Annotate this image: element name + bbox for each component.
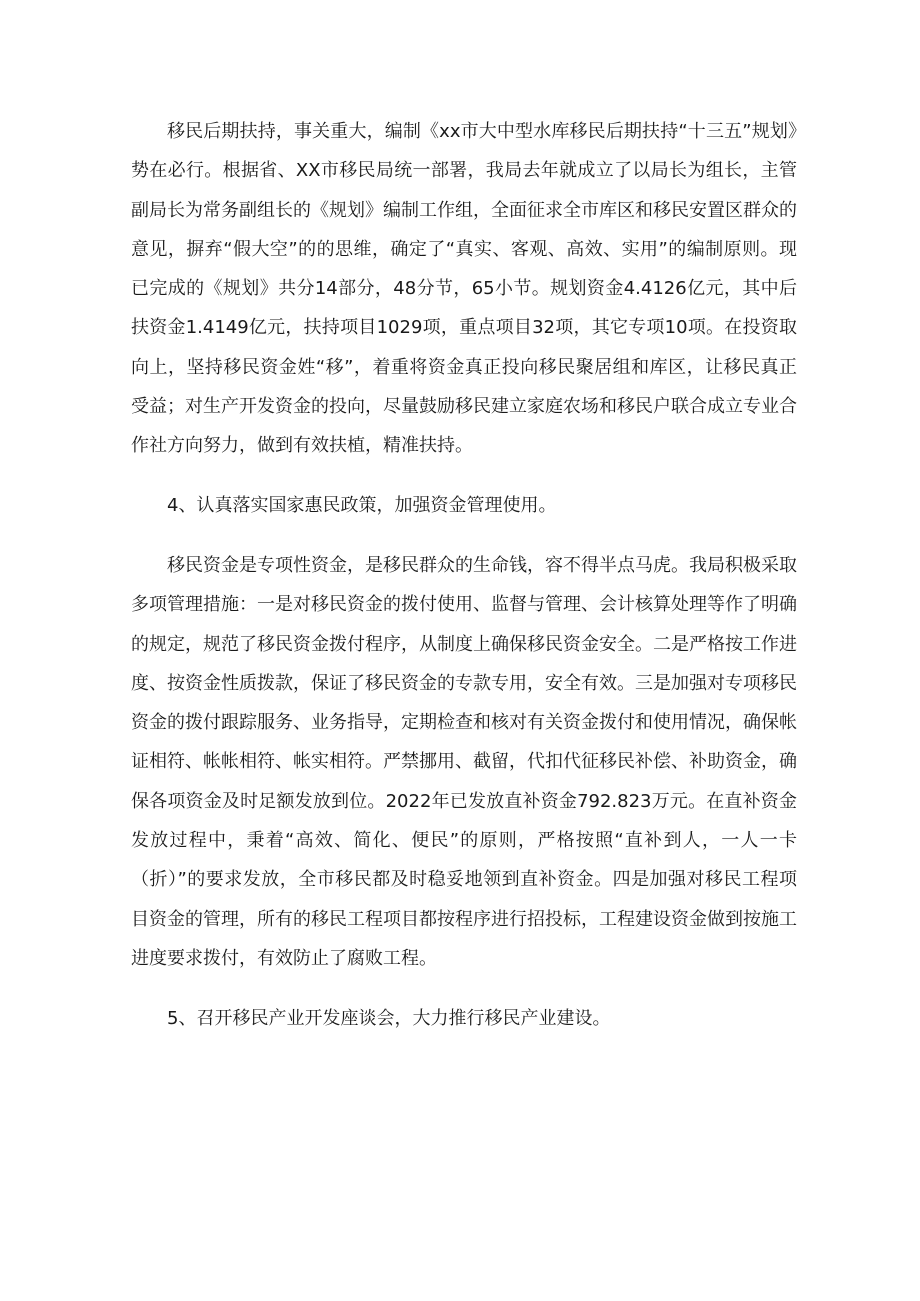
paragraph-planning: 移民后期扶持，事关重大，编制《xx市大中型水库移民后期扶持“十三五”规划》势在必行。根据省、XX市移民局统一部署，我局去年就成立了以局长为组长，主管副局长为常务副组长的《规划》编制工作组，全面征求全市库区和移民安置区群众的意见，摒弃“假大空”的的思维，确定了“真实、客观、高效、实用”的编制原则。现已完成的《规划》共分14部分，48分节，65小节。规划资金4.4126亿元，其中后扶资金1.4149亿元，扶持项目1029项，重点项目32项，其它专项10项。在投资取向上，坚持移民资金姓“移”，着重将资金真正投向移民聚居组和库区，让移民真正受益；对生产开发资金的投向，尽量鼓励移民建立家庭农场和移民户联合成立专业合作社方向努力，做到有效扶植，精准扶持。 (131, 121, 797, 457)
paragraph-fund-management: 移民资金是专项性资金，是移民群众的生命钱，容不得半点马虎。我局积极采取多项管理措施：一是对移民资金的拨付使用、监督与管理、会计核算处理等作了明确的规定，规范了移民资金拨付程序，从制度上确保移民资金安全。二是严格按工作进度、按资金性质拨款，保证了移民资金的专款专用，安全有效。三是加强对专项移民资金的拨付跟踪服务、业务指导，定期检查和核对有关资金拨付和使用情况，确保帐证相符、帐帐相符、帐实相符。严禁挪用、截留，代扣代征移民补偿、补助资金，确保各项资金及时足额发放到位。2022年已发放直补资金792.823万元。在直补资金发放过程中，秉着“高效、简化、便民”的原则，严格按照“直补到人，一人一卡（折）”的要求发放，全市移民都及时稳妥地领到直补资金。四是加强对移民工程项目资金的管理，所有的移民工程项目都按程序进行招投标，工程建设资金做到按施工进度要求拨付，有效防止了腐败工程。 (131, 554, 797, 969)
document-body (131, 112, 797, 1038)
heading-item-5: 5、召开移民产业开发座谈会，大力推行移民产业建设。 (167, 1007, 611, 1029)
heading-item-4: 4、认真落实国家惠民政策，加强资金管理使用。 (167, 495, 557, 517)
